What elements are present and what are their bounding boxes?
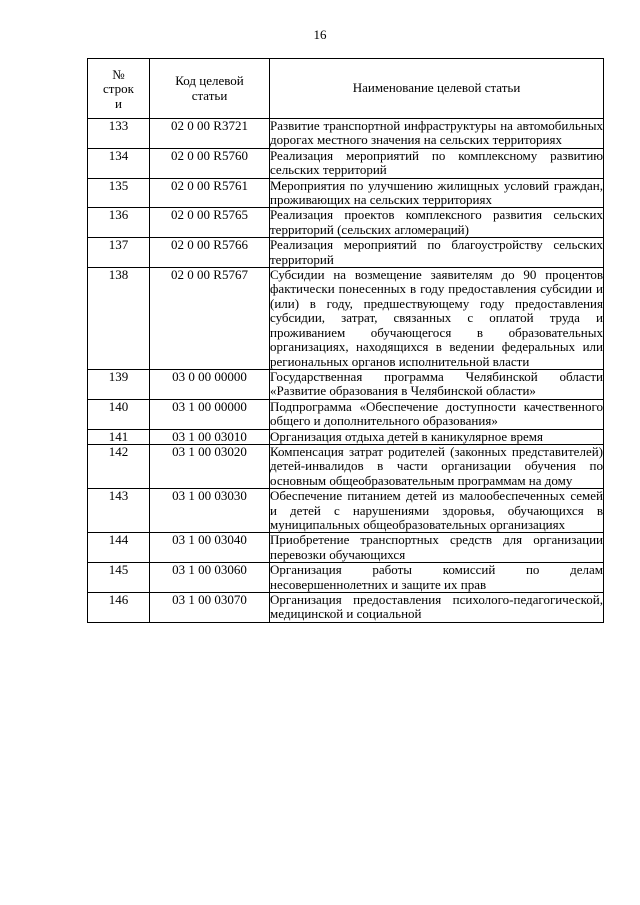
table-row bbox=[88, 593, 604, 623]
table-row bbox=[88, 178, 604, 208]
row-code: 02 0 00 R5766 bbox=[150, 238, 270, 268]
target-articles-table bbox=[87, 58, 604, 623]
row-name: Государственная программа Челябинской области «Развитие образования в Челябинской области» bbox=[270, 368, 603, 399]
row-code: 03 1 00 03070 bbox=[150, 593, 270, 623]
row-number: 136 bbox=[88, 208, 150, 238]
row-code: 02 0 00 R3721 bbox=[150, 119, 270, 149]
row-number: 143 bbox=[88, 489, 150, 533]
row-number: 140 bbox=[88, 399, 150, 429]
row-number: 141 bbox=[88, 429, 150, 444]
row-code: 03 1 00 03040 bbox=[150, 533, 270, 563]
page-number: 16 bbox=[313, 27, 327, 42]
row-number: 142 bbox=[88, 444, 150, 488]
row-name: Реализация мероприятий по комплексному развитию сельских территорий bbox=[270, 147, 603, 178]
header-name: Наименование целевой статьи bbox=[270, 59, 604, 119]
table-row bbox=[88, 268, 604, 370]
row-code: 03 1 00 03020 bbox=[150, 444, 270, 488]
table-row bbox=[88, 563, 604, 593]
row-name: Субсидии на возмещение заявителям до 90 процентов фактически понесенных в году предоставления субсидии и (или) в году, предшествующему году предоставления субсидии, затрат, связанных с оплатой труда и проживанием обучающегося в образовательных организациях, находящихся в ведении федеральных или региональных органов исполнительной власти bbox=[270, 267, 603, 369]
row-name: Реализация мероприятий по благоустройству сельских территорий bbox=[270, 237, 603, 267]
row-number: 146 bbox=[88, 593, 150, 623]
row-name: Реализация проектов комплексного развития сельских территорий (сельских агломераций) bbox=[270, 207, 603, 237]
table-row bbox=[88, 119, 604, 149]
row-code: 02 0 00 R5761 bbox=[150, 178, 270, 208]
table-row bbox=[88, 429, 604, 444]
table-row bbox=[88, 148, 604, 178]
row-number: 134 bbox=[88, 148, 150, 178]
table-row bbox=[88, 369, 604, 399]
table-header-row bbox=[88, 59, 604, 119]
row-code: 03 1 00 00000 bbox=[150, 399, 270, 429]
row-number: 144 bbox=[88, 533, 150, 563]
row-name: Компенсация затрат родителей (законных представителей) детей-инвалидов в части организации обучения по основным общеобразовательным программам на дому bbox=[270, 443, 603, 488]
row-code: 03 0 00 00000 bbox=[150, 369, 270, 399]
table-row bbox=[88, 208, 604, 238]
row-code: 02 0 00 R5765 bbox=[150, 208, 270, 238]
table-row bbox=[88, 444, 604, 488]
table-row bbox=[88, 489, 604, 533]
table-row bbox=[88, 238, 604, 268]
row-name: Подпрограмма «Обеспечение доступности качественного общего и дополнительного образования» bbox=[270, 398, 603, 429]
row-number: 137 bbox=[88, 238, 150, 268]
row-number: 139 bbox=[88, 369, 150, 399]
row-number: 145 bbox=[88, 563, 150, 593]
row-code: 03 1 00 03030 bbox=[150, 489, 270, 533]
row-name: Организация отдыха детей в каникулярное время bbox=[270, 429, 604, 444]
row-name: Обеспечение питанием детей из малообеспеченных семей и детей с нарушениями здоровья, обучающихся в муниципальных общеобразовательных организациях bbox=[270, 488, 603, 532]
row-name: Мероприятия по улучшению жилищных условий граждан, проживающих на сельских территориях bbox=[270, 177, 603, 208]
table-row bbox=[88, 533, 604, 563]
row-name: Организация предоставления психолого-педагогической, медицинской и социальной bbox=[270, 592, 603, 622]
header-code: Код целевой статьи bbox=[150, 59, 270, 119]
row-number: 135 bbox=[88, 178, 150, 208]
row-name: Развитие транспортной инфраструктуры на автомобильных дорогах местного значения на сельских территориях bbox=[270, 118, 603, 148]
header-row-number: № строк и bbox=[88, 59, 150, 119]
row-code: 02 0 00 R5760 bbox=[150, 148, 270, 178]
row-name: Организация работы комиссий по делам несовершеннолетних и защите их прав bbox=[270, 562, 603, 592]
row-name: Приобретение транспортных средств для организации перевозки обучающихся bbox=[270, 532, 603, 562]
table-row bbox=[88, 399, 604, 429]
row-number: 133 bbox=[88, 119, 150, 149]
row-code: 02 0 00 R5767 bbox=[150, 268, 270, 370]
row-number: 138 bbox=[88, 268, 150, 370]
row-code: 03 1 00 03060 bbox=[150, 563, 270, 593]
row-code: 03 1 00 03010 bbox=[150, 429, 270, 444]
